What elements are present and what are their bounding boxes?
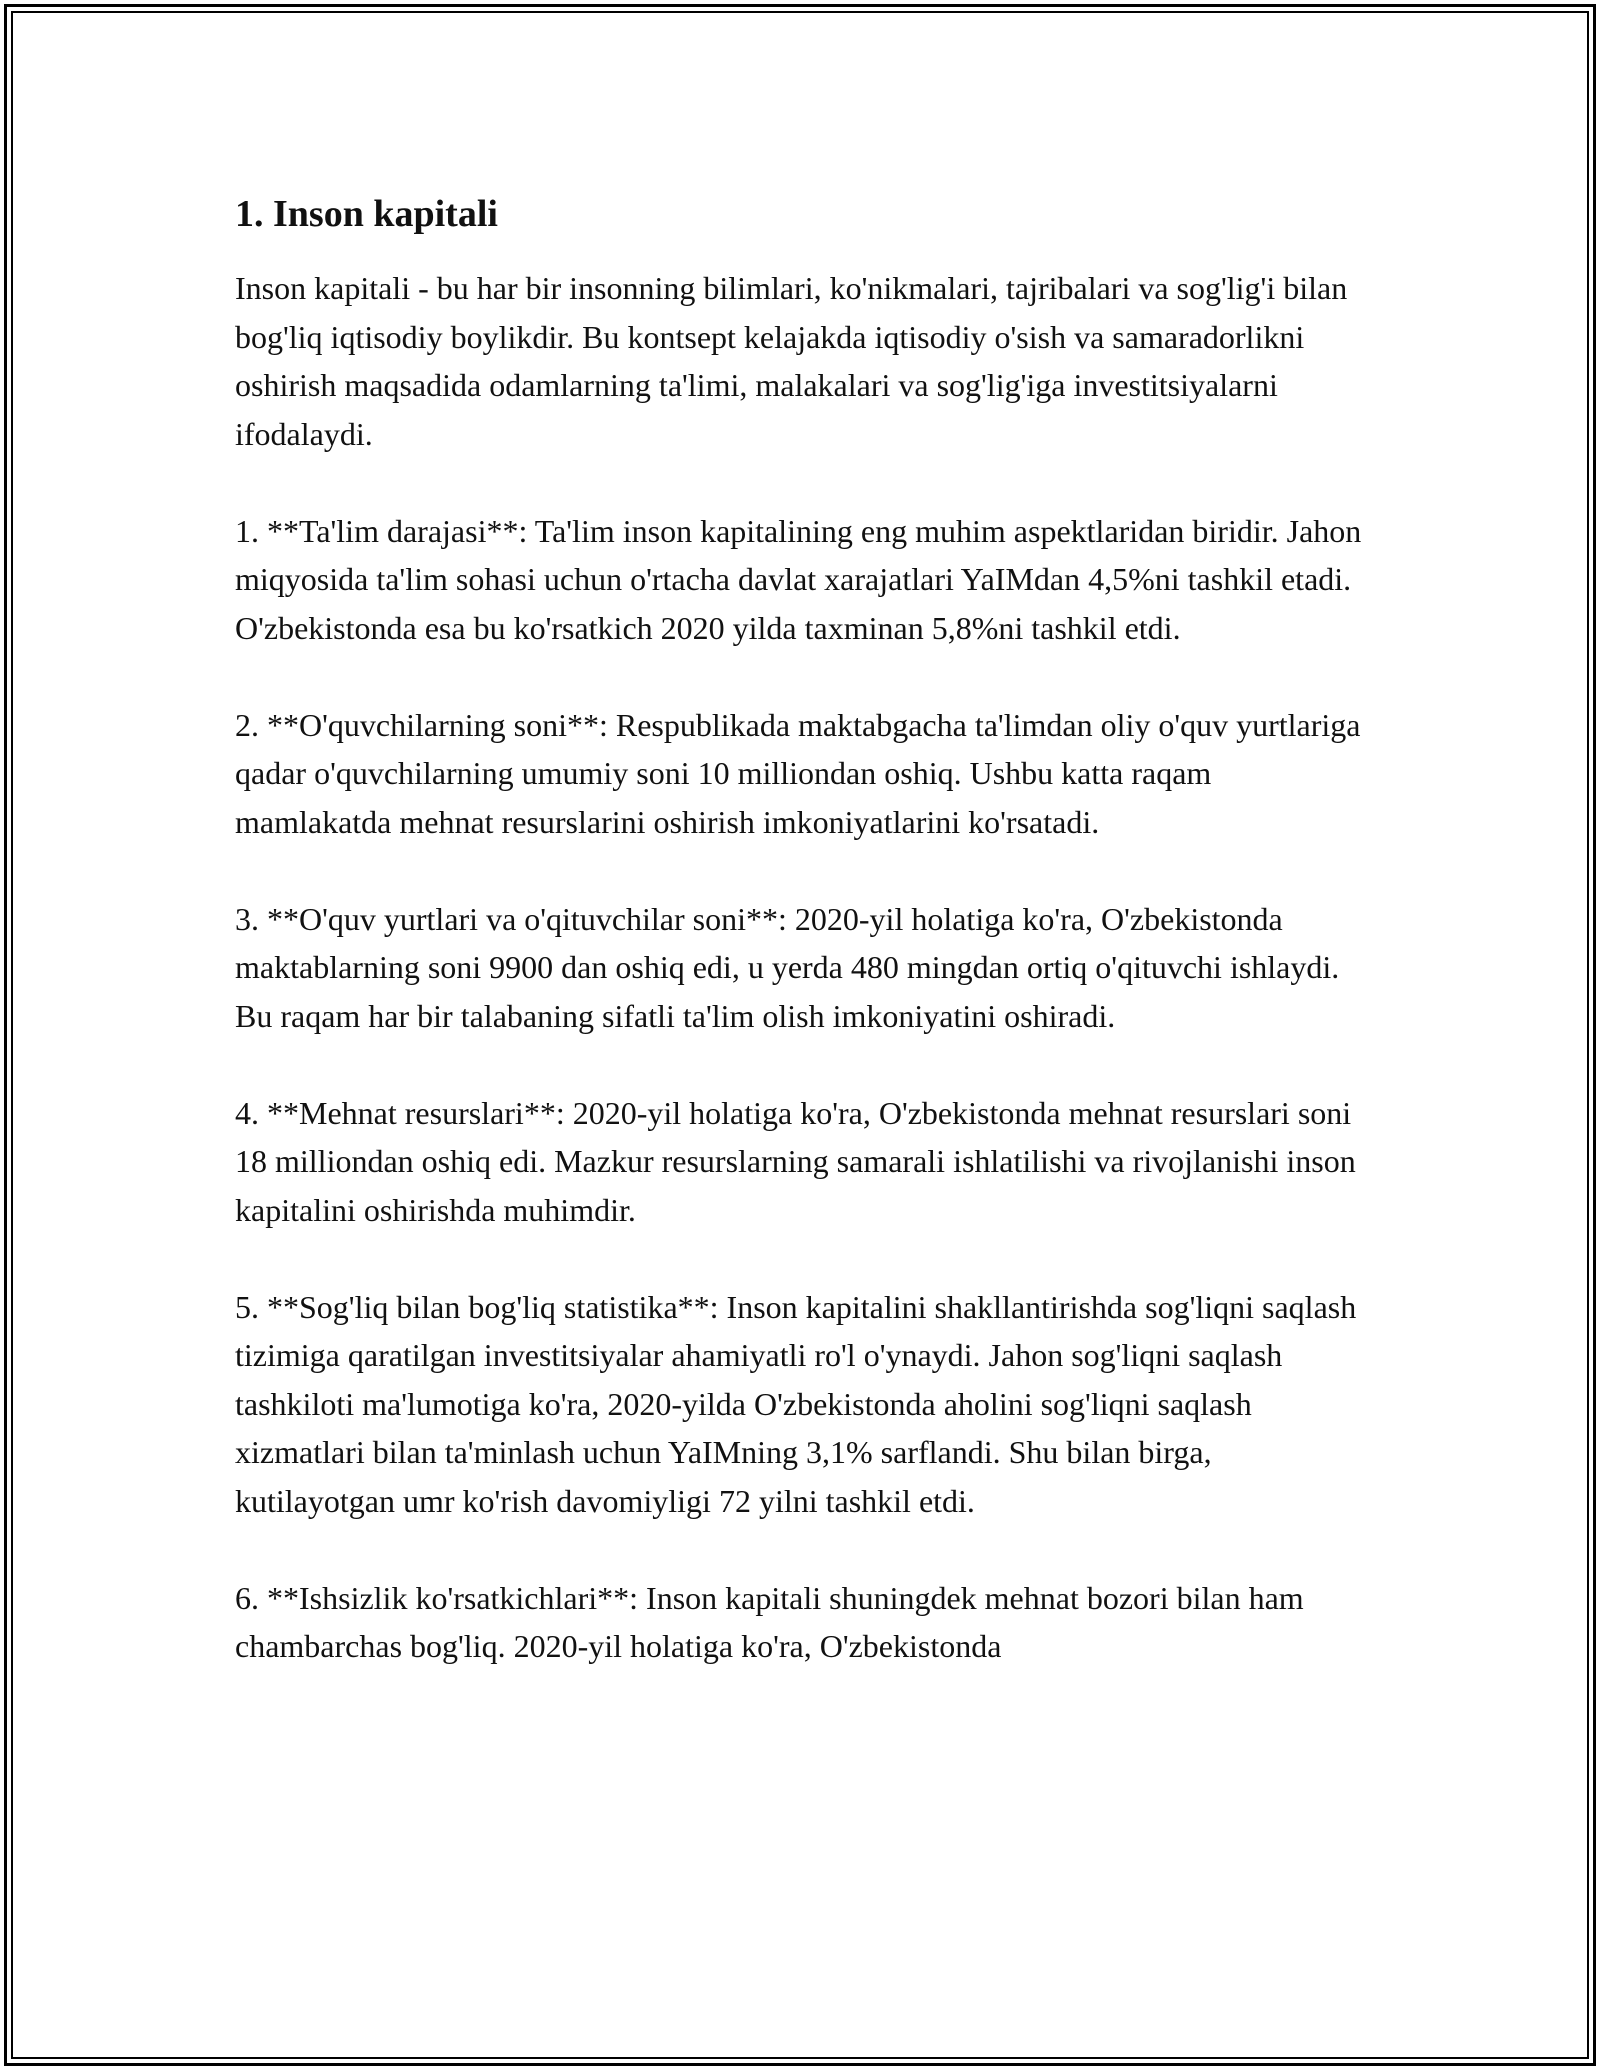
list-item-unemployment: 6. **Ishsizlik ko'rsatkichlari**: Inson kapitali shuningdek mehnat bozori bilan ham chambarchas bog'liq. 2020-yil holatiga ko'ra, O'zbekistonda — [235, 1579, 1304, 1664]
list-item-schools-teachers: 3. **O'quv yurtlari va o'qituvchilar soni**: 2020-yil holatiga ko'ra, O'zbekistonda maktablarning soni 9900 dan oshiq edi, u yerda 480 mingdan ortiq o'qituvchi ishlaydi. Bu raqam har bir talabaning sifatli ta'lim olish imkoniyatini oshiradi. — [235, 900, 1340, 1034]
document-body — [235, 186, 1365, 1719]
list-item-health-statistics: 5. **Sog'liq bilan bog'liq statistika**: Inson kapitalini shakllantirishda sog'liqni saqlash tizimiga qaratilgan investitsiyalar ahamiyatli ro'l o'ynaydi. Jahon sog'liqni saqlash tashkiloti ma'lumotiga ko'ra, 2020-yilda O'zbekistonda aholini sog'liqni saqlash xizmatlari bilan ta'minlash uchun YaIMning 3,1% sarflandi. Shu bilan birga, kutilayotgan umr ko'rish davomiyligi 72 yilni tashkil etdi. — [235, 1288, 1357, 1519]
list-item-students-count: 2. **O'quvchilarning soni**: Respublikada maktabgacha ta'limdan oliy o'quv yurtlariga qadar o'quvchilarning umumiy soni 10 milliondan oshiq. Ushbu katta raqam mamlakatda mehnat resurslarini oshirish imkoniyatlarini ko'rsatadi. — [235, 706, 1361, 840]
intro-paragraph: Inson kapitali - bu har bir insonning bilimlari, ko'nikmalari, tajribalari va sog'lig'i bilan bog'liq iqtisodiy boylikdir. Bu kontsept kelajakda iqtisodiy o'sish va samaradorlikni oshirish maqsadida odamlarning ta'limi, malakalari va sog'lig'iga investitsiyalarni ifodalaydi. — [235, 270, 1348, 452]
section-title: 1. Inson kapitali — [235, 193, 498, 235]
list-item-education-level: 1. **Ta'lim darajasi**: Ta'lim inson kapitalining eng muhim aspektlaridan biridir. Jahon miqyosida ta'lim sohasi uchun o'rtacha davlat xarajatlari YaIMdan 4,5%ni tashkil etadi. O'zbekistonda esa bu ko'rsatkich 2020 yilda taxminan 5,8%ni tashkil etdi. — [235, 512, 1362, 646]
list-item-labor-resources: 4. **Mehnat resurslari**: 2020-yil holatiga ko'ra, O'zbekistonda mehnat resurslari soni 18 milliondan oshiq edi. Mazkur resurslarning samarali ishlatilishi va rivojlanishi inson kapitalini oshirishda muhimdir. — [235, 1094, 1356, 1228]
